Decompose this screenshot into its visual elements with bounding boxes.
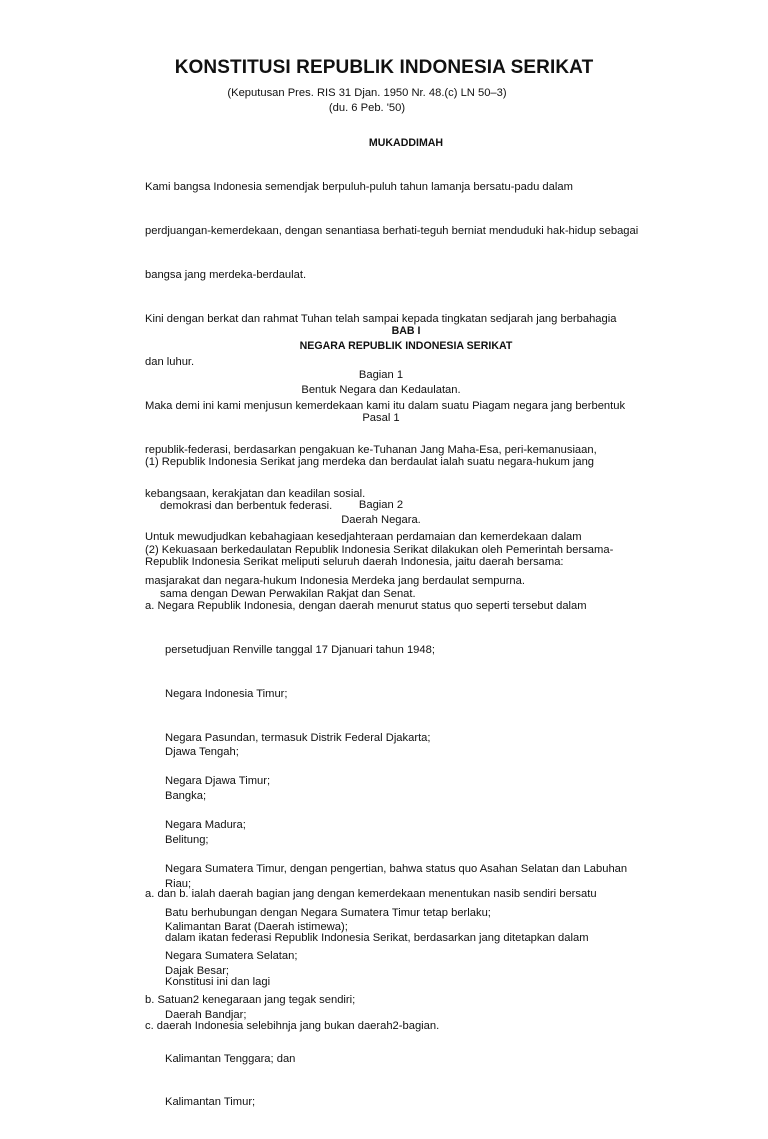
territory-a-line: Negara Djawa Timur;	[165, 775, 271, 788]
territory-a-line: Negara Sumatera Selatan;	[165, 950, 298, 963]
preamble-line: Untuk mewudjudkan kebahagiaan kesedjahteraan perdamaian dan kemerdekaan dalam	[145, 531, 582, 544]
preamble-line: bangsa jang merdeka-berdaulat.	[145, 268, 307, 281]
article-1-line: sama dengan Dewan Perwakilan Rakjat dan Senat.	[160, 587, 416, 600]
territory-a-line: Negara Madura;	[165, 819, 246, 832]
section-2-label: Bagian 2	[358, 499, 404, 511]
preamble-line: Maka demi ini kami menjusun kemerdekaan kami itu dalam suatu Piagam negara jang berbentuk	[145, 400, 626, 413]
decree-date: (du. 6 Peb. '50)	[328, 102, 406, 114]
territory-b-item: Belitung;	[165, 833, 209, 846]
territory-a-line: Batu berhubungan dengan Negara Sumatera Timur tetap berlaku;	[165, 906, 491, 919]
territory-b-item: Riau;	[165, 877, 192, 890]
article-1-label: Pasal 1	[362, 412, 400, 424]
territory-ab-line: a. dan b. ialah daerah bagian jang dengan kemerdekaan menentukan nasib sendiri bersatu	[145, 888, 597, 901]
article-1-line: demokrasi dan berbentuk federasi.	[160, 499, 333, 512]
preamble-line: masjarakat dan negara-hukum Indonesia Merdeka jang berdaulat sempurna.	[145, 575, 525, 588]
territory-ab-line: dalam ikatan federasi Republik Indonesia Serikat, berdasarkan jang ditetapkan dalam	[165, 931, 589, 944]
territory-b-item: Djawa Tengah;	[165, 746, 239, 759]
territory-a-line: persetudjuan Renville tanggal 17 Djanuari tahun 1948;	[165, 643, 435, 656]
preamble-line: dan luhur.	[145, 356, 195, 369]
section-1-label: Bagian 1	[358, 369, 404, 381]
article-1-line: (2) Kekuasaan berkedaulatan Republik Indonesia Serikat dilakukan oleh Pemerintah bersama-	[145, 543, 614, 556]
preamble-line: Kami bangsa Indonesia semendjak berpuluh-puluh tahun lamanja bersatu-padu dalam	[145, 181, 573, 194]
chapter-title: NEGARA REPUBLIK INDONESIA SERIKAT	[299, 340, 513, 352]
section-2-title: Daerah Negara.	[341, 514, 421, 526]
territory-summary	[145, 858, 628, 1062]
territory-b-item: Bangka;	[165, 789, 207, 802]
territory-a-line: a. Negara Republik Indonesia, dengan daerah menurut status quo seperti tersebut dalam	[145, 600, 587, 613]
territory-b-item: Kalimantan Tenggara; dan	[165, 1052, 296, 1065]
preamble-line: perdjuangan-kemerdekaan, dengan senantiasa berhati-teguh berniat menduduki hak-hidup sebagai	[145, 224, 639, 237]
territory-b-line: b. Satuan2 kenegaraan jang tegak sendiri;	[145, 994, 356, 1007]
territory-b-item: Daerah Bandjar;	[165, 1008, 247, 1021]
territory-b-item: Kalimantan Barat (Daerah istimewa);	[165, 921, 348, 934]
territory-intro: Republik Indonesia Serikat meliputi seluruh daerah Indonesia, jaitu daerah bersama:	[145, 556, 564, 568]
territory-a-line: Negara Pasundan, termasuk Distrik Federal Djakarta;	[165, 731, 431, 744]
chapter-number: BAB I	[391, 325, 421, 337]
preamble-heading: MUKADDIMAH	[368, 137, 444, 149]
territory-b-item: Kalimantan Timur;	[165, 1096, 256, 1109]
preamble-line: kebangsaan, kerakjatan dan keadilan sosial.	[145, 487, 366, 500]
document-title: KONSTITUSI REPUBLIK INDONESIA SERIKAT	[174, 57, 594, 78]
territory-a-line: Negara Sumatera Timur, dengan pengertian, bahwa status quo Asahan Selatan dan Labuhan	[165, 862, 628, 875]
article-1-line: (1) Republik Indonesia Serikat jang merdeka dan berdaulat ialah suatu negara-hukum jang	[145, 456, 595, 469]
territory-a-line: Negara Indonesia Timur;	[165, 687, 288, 700]
preamble-line: Kini dengan berkat dan rahmat Tuhan telah sampai kepada tingkatan sedjarah jang berbahagia	[145, 312, 617, 325]
section-1-title: Bentuk Negara dan Kedaulatan.	[301, 384, 461, 396]
decree-reference: (Keputusan Pres. RIS 31 Djan. 1950 Nr. 48.(c) LN 50–3)	[227, 87, 507, 99]
territory-ab-line: Konstitusi ini dan lagi	[165, 975, 271, 988]
preamble-line: republik-federasi, berdasarkan pengakuan ke-Tuhanan Jang Maha-Esa, peri-kemanusiaan,	[145, 443, 597, 456]
territory-c-line: c. daerah Indonesia selebihnja jang bukan daerah2-bagian.	[145, 1019, 440, 1032]
territory-b-item: Dajak Besar;	[165, 965, 230, 978]
